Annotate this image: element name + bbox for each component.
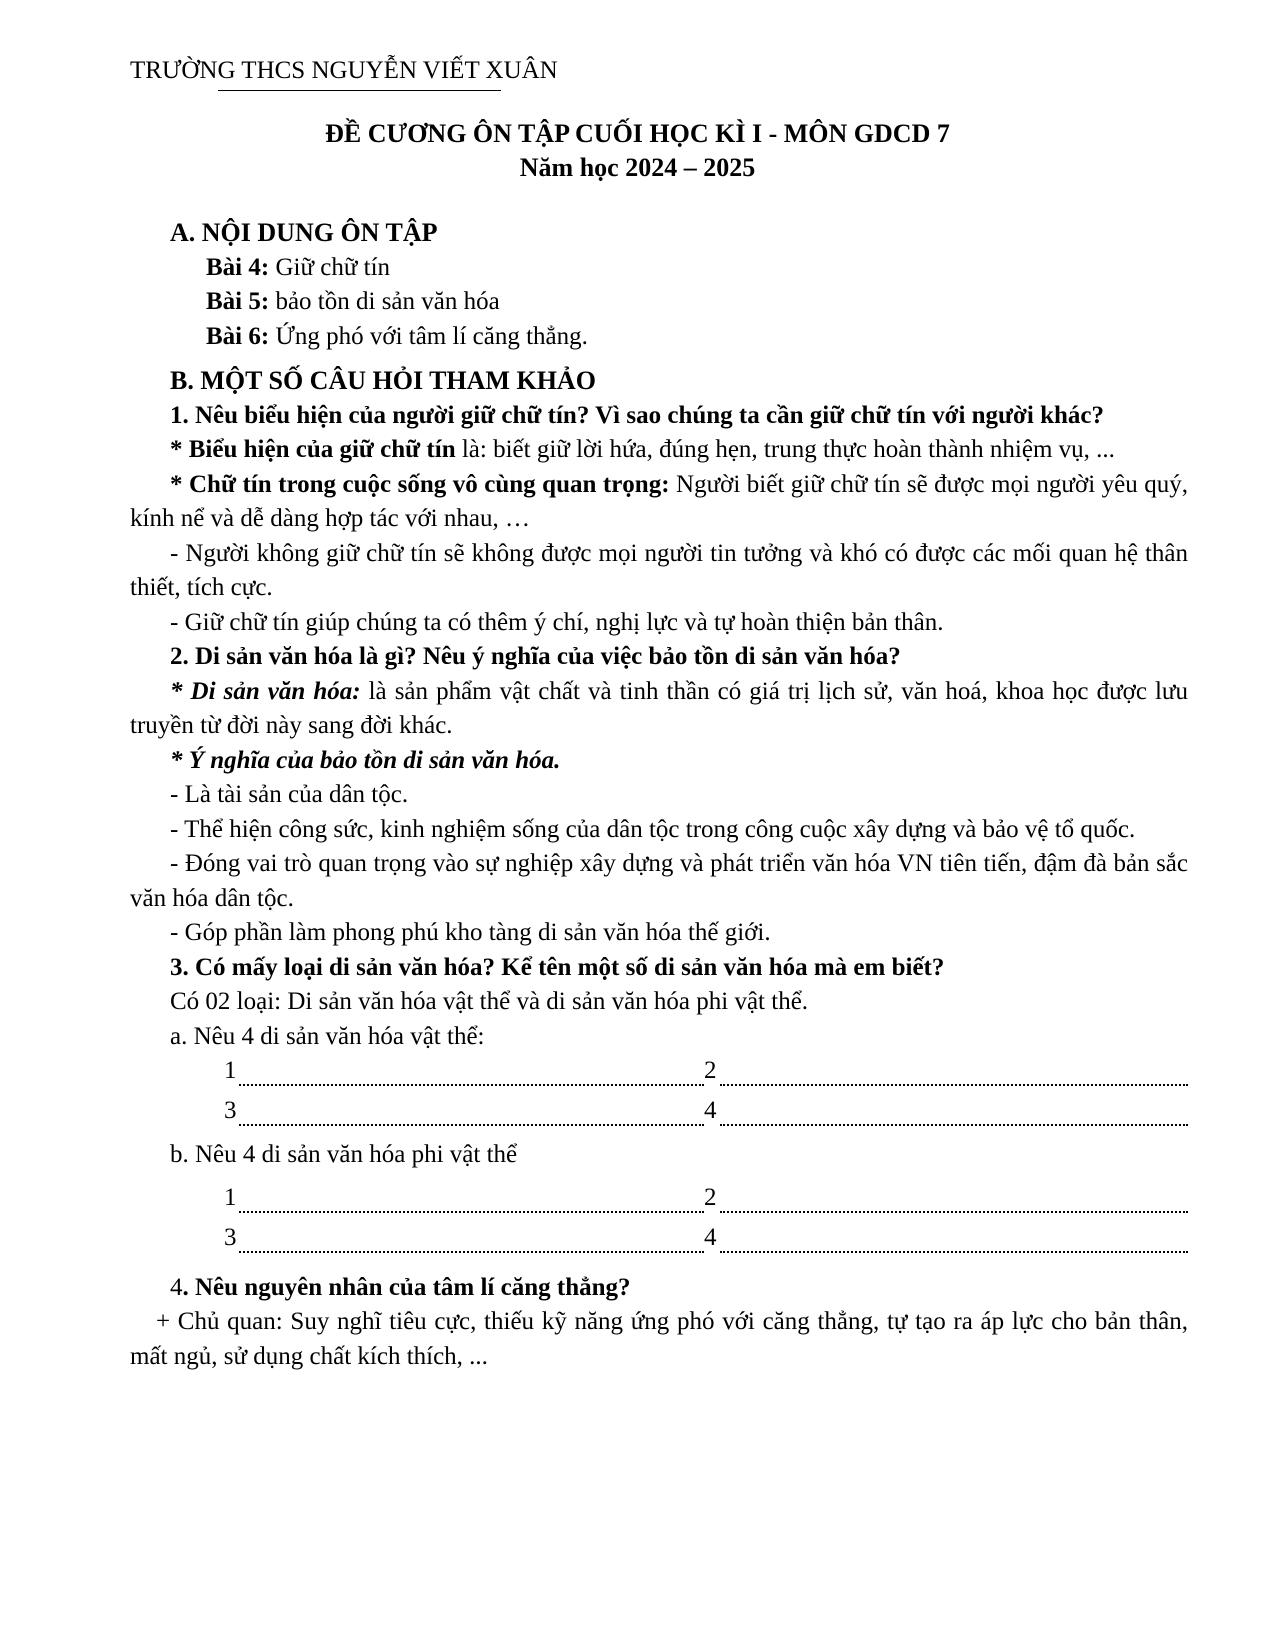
question-4: 4. Nêu nguyên nhân của tâm lí căng thẳng? bbox=[170, 1273, 631, 1301]
dotted-line bbox=[224, 1058, 704, 1086]
fill-line-row bbox=[130, 1094, 1188, 1134]
q2-definition: * Di sản văn hóa: là sản phẩm vật chất và tinh thần có giá trị lịch sử, văn hoá, khoa học được lưu truyền từ đời này sang đời khác. bbox=[130, 677, 1188, 739]
blank-number: 3 bbox=[224, 1221, 239, 1256]
q1-answer-4: - Giữ chữ tín giúp chúng ta có thêm ý chí, nghị lực và tự hoàn thiện bản thân. bbox=[170, 608, 944, 636]
blank-number: 4 bbox=[704, 1221, 719, 1256]
dotted-line bbox=[224, 1185, 704, 1213]
lesson-6: Bài 6: Ứng phó với tâm lí căng thẳng. bbox=[206, 322, 588, 350]
fill-line-row bbox=[130, 1181, 1188, 1221]
q4-answer-1: + Chủ quan: Suy nghĩ tiêu cực, thiếu kỹ năng ứng phó với căng thẳng, tự tạo ra áp lực cho bản thân, mất ngủ, sử dụng chất kích thích, ... bbox=[130, 1308, 1188, 1370]
q2-point-4: - Góp phần làm phong phú kho tàng di sản văn hóa thế giới. bbox=[170, 919, 771, 946]
q2-point-3: - Đóng vai trò quan trọng vào sự nghiệp xây dựng và phát triển văn hóa VN tiên tiến, đậm đà bản sắc văn hóa dân tộc. bbox=[130, 850, 1188, 912]
blank-number: 1 bbox=[224, 1181, 239, 1216]
fill-line-row bbox=[130, 1054, 1188, 1094]
fill-line-row bbox=[130, 1221, 1188, 1261]
dotted-line bbox=[720, 1185, 1188, 1213]
document-body bbox=[130, 216, 1188, 1374]
q2-meaning-label: * Ý nghĩa của bảo tồn di sản văn hóa. bbox=[170, 746, 561, 774]
blank-number: 2 bbox=[704, 1181, 719, 1216]
section-b-heading: B. MỘT SỐ CÂU HỎI THAM KHẢO bbox=[170, 366, 596, 395]
dotted-line bbox=[224, 1098, 704, 1126]
q1-answer-3: - Người không giữ chữ tín sẽ không được mọi người tin tưởng và khó có được các mối quan hệ thân thiết, tích cực. bbox=[130, 539, 1188, 601]
section-a-heading: A. NỘI DUNG ÔN TẬP bbox=[170, 218, 438, 247]
dotted-line bbox=[224, 1225, 704, 1253]
lesson-4: Bài 4: Giữ chữ tín bbox=[206, 253, 391, 281]
school-underline bbox=[218, 90, 501, 91]
q3-part-a: a. Nêu 4 di sản văn hóa vật thể: bbox=[170, 1022, 485, 1050]
q3-intro: Có 02 loại: Di sản văn hóa vật thể và di sản văn hóa phi vật thể. bbox=[170, 988, 809, 1015]
blank-number: 1 bbox=[224, 1054, 239, 1089]
document-title: ĐỀ CƯƠNG ÔN TẬP CUỐI HỌC KÌ I - MÔN GDCD 7 bbox=[325, 119, 950, 148]
blank-number: 4 bbox=[704, 1094, 719, 1129]
lesson-5: Bài 5: bảo tồn di sản văn hóa bbox=[206, 288, 500, 315]
blank-number: 3 bbox=[224, 1094, 239, 1129]
q2-point-1: - Là tài sản của dân tộc. bbox=[170, 781, 409, 808]
school-year: Năm học 2024 – 2025 bbox=[519, 153, 756, 182]
question-2: 2. Di sản văn hóa là gì? Nêu ý nghĩa của việc bảo tồn di sản văn hóa? bbox=[170, 643, 901, 670]
q3-part-b: b. Nêu 4 di sản văn hóa phi vật thể bbox=[170, 1141, 518, 1168]
question-1: 1. Nêu biểu hiện của người giữ chữ tín? Vì sao chúng ta cần giữ chữ tín với người khác? bbox=[170, 401, 1104, 429]
blank-number: 2 bbox=[704, 1054, 719, 1089]
q1-answer-2: * Chữ tín trong cuộc sống vô cùng quan trọng: Người biết giữ chữ tín sẽ được mọi người yêu quý, kính nể và dễ dàng hợp tác với nhau, … bbox=[130, 470, 1188, 532]
dotted-line bbox=[720, 1225, 1188, 1253]
dotted-line bbox=[720, 1098, 1188, 1126]
q2-point-2: - Thể hiện công sức, kinh nghiệm sống của dân tộc trong công cuộc xây dựng và bảo vệ tổ quốc. bbox=[170, 815, 1136, 843]
school-name: TRƯỜNG THCS NGUYỄN VIẾT XUÂN bbox=[130, 57, 558, 84]
q1-answer-1: * Biểu hiện của giữ chữ tín là: biết giữ lời hứa, đúng hẹn, trung thực hoàn thành nhiệm vụ, ... bbox=[170, 436, 1115, 463]
question-3: 3. Có mấy loại di sản văn hóa? Kể tên một số di sản văn hóa mà em biết? bbox=[170, 953, 945, 981]
dotted-line bbox=[720, 1058, 1188, 1086]
